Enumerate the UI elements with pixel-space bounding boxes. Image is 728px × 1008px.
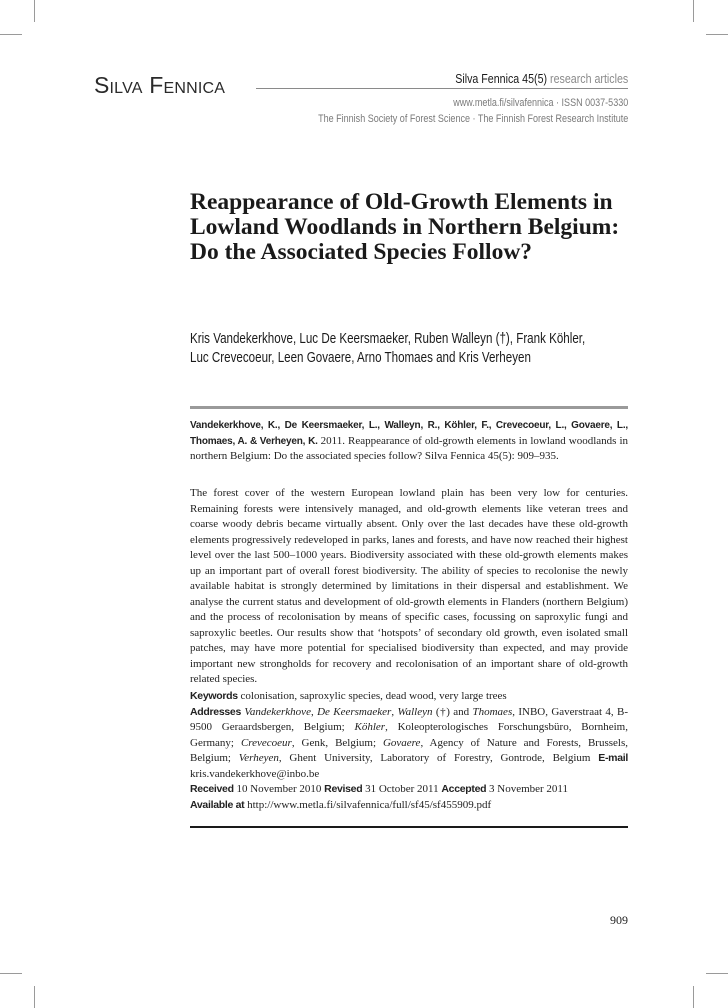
accepted-label: Accepted [441,783,487,795]
received-label: Received [190,783,234,795]
citation-authors: Vandekerkhove, K., De Keersmaeker, L., Walleyn, R., Köhler, F., Crevecoeur, L., Govaere, L., Thomaes, A. & Verheyen, K. [190,420,628,447]
address-text: , INBO, Gaverstraat 4, B-9500 Geraardsbergen, Belgium; [190,705,629,733]
crop-mark [693,986,694,1008]
citation [190,418,628,465]
address-author: Köhler [354,721,386,733]
addresses [190,705,628,783]
accepted-date: 3 November 2011 [489,783,569,795]
author-list [190,330,638,367]
crop-mark [0,973,22,974]
crop-mark [706,973,728,974]
authors-line-2: Luc Crevecoeur, Leen Govaere, Arno Thomaes and Kris Verheyen [190,349,531,366]
crop-mark [706,34,728,35]
journal-logo [94,72,225,99]
address-text: , Ghent University, Laboratory of Forestry, Gontrode, Belgium [278,752,599,764]
address-text: , [391,705,398,718]
address-author: Govaere [382,736,421,749]
citation-text: 2011. Reappearance of old-growth elements in lowland woodlands in northern Belgium: Do the associated species follow? Silva Fennica 45(5): 909–935. [190,434,628,462]
crop-mark [693,0,694,22]
address-text: (†) and [432,705,473,718]
address-text: , [310,705,318,718]
keywords-label: Keywords [190,690,238,702]
article-title: Reappearance of Old-Growth Elements in Lowland Woodlands in Northern Belgium: Do the Associated Species Follow? [190,189,620,265]
dates [190,782,628,798]
address-author: Thomaes [472,705,513,718]
address-author: De Keersmaeker [317,705,392,718]
available-link[interactable]: http://www.metla.fi/silvafennica/full/sf45/sf455909.pdf [247,798,492,811]
keywords [190,689,628,705]
bottom-rule [190,826,628,828]
address-text: , Agency of Nature and Forests, Brussels, Belgium; [190,736,629,764]
abstract: The forest cover of the western European lowland plain has been very low for centuries. Remaining forests were intensively managed, and old-growth elements like veteran trees and coarse woody debris became virtually absent. Only over the last decades have these old-growth elements progressively redeveloped in parks, lanes and forests, and have now reached their highest level over the last 500–1000 years. Biodiversity associated with these old-growth elements makes up an important part of overall forest biodiversity. The ability of species to recolonise the newly available habitat is strongly determined by limitations in their dispersal and establishment. We analyse the current status and development of old-growth elements in Flanders (northern Belgium) and the process of recolonisation by means of specific cases, focussing on saproxylic fungi and saproxylic beetles. Our results show that ‘hotspots’ of secondary old growth, even isolated small patches, may have more potential for specialised biodiversity than expected, and may provide important new strongholds for recovery and recolonisation of an important share of old-growth related species. [190,487,628,685]
journal-header-info [250,71,628,126]
revised-label: Revised [324,783,363,795]
keywords-value: colonisation, saproxylic species, dead wood, very large trees [240,690,507,702]
crop-mark [0,34,22,35]
journal-name: Silva Fennica [94,72,226,98]
revised-date: 31 October 2011 [365,783,439,795]
available-label: Available at [190,798,245,811]
society-line: The Finnish Society of Forest Science · The Finnish Forest Research Institute [317,113,628,125]
issue: Silva Fennica 45(5) [454,71,547,86]
article-metadata [190,689,628,813]
crop-mark [34,986,35,1008]
address-author: Crevecoeur [240,736,292,749]
crop-mark [34,0,35,22]
address-author: Verheyen [238,752,279,764]
address-author: Vandekerkhove [244,705,311,718]
top-rule [190,406,628,409]
availability [190,798,628,814]
addresses-label: Addresses [190,705,241,718]
page-number: 909 [610,913,628,927]
email-label: E-mail [598,752,628,764]
url-issn: www.metla.fi/silvafennica · ISSN 0037-5330 [453,97,628,109]
section: research articles [549,71,628,86]
email-link[interactable]: kris.vandekerkhove@inbo.be [190,767,320,780]
received-date: 10 November 2010 [236,783,322,795]
address-text: , Koleopterologisches Forschungsbüro, Bornheim, Germany; [190,721,628,749]
issue-line [318,71,628,87]
address-text: , Genk, Belgium; [291,736,383,749]
address-author: Walleyn [397,705,433,718]
authors-line-1: Kris Vandekerkhove, Luc De Keersmaeker, Ruben Walleyn (†), Frank Köhler, [190,331,586,347]
